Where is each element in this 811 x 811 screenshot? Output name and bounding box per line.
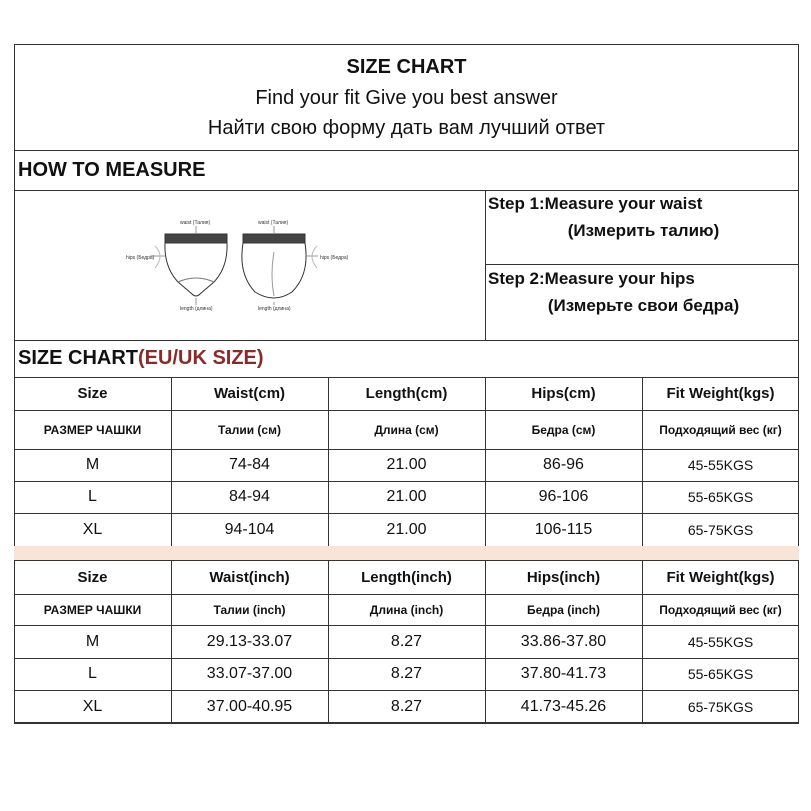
cm-header-ru-3: Бедра (см) xyxy=(531,422,596,437)
table-separator xyxy=(14,546,799,560)
cm-header-2: Length(cm) xyxy=(365,385,448,402)
diagram-label-length: length (длина) xyxy=(180,306,213,312)
cm-row-0-col-3: 86-96 xyxy=(543,456,584,473)
inch-row-1-col-0: L xyxy=(88,665,97,682)
cm-row-1-col-3: 96-106 xyxy=(538,488,589,505)
inch-header-2: Length(inch) xyxy=(361,568,452,586)
cm-header-ru-1: Талии (см) xyxy=(218,422,281,437)
cm-row-1-col-4: 55-65KGS xyxy=(687,489,754,505)
cm-row-0-col-2: 21.00 xyxy=(386,456,427,473)
cm-row-1-col-2: 21.00 xyxy=(386,488,427,505)
subtitle-ru: Найти свою форму дать вам лучший ответ xyxy=(207,117,606,139)
cm-header-0: Size xyxy=(77,385,108,402)
cm-row-0-col-0: M xyxy=(85,456,100,473)
size-chart-heading-text: SIZE CHART xyxy=(18,347,138,369)
cm-row-2-col-0: XL xyxy=(82,520,103,538)
cm-row-2-col-3: 106-115 xyxy=(534,520,593,538)
diagram-label-hips-back: hips (Бедра) xyxy=(320,255,349,261)
inch-header-1: Waist(inch) xyxy=(209,568,290,586)
size-chart-heading xyxy=(18,347,264,370)
subtitle-en: Find your fit Give you best answer xyxy=(255,87,558,109)
inch-row-1-col-3: 37.80-41.73 xyxy=(520,665,607,682)
cm-row-2-col-4: 65-75KGS xyxy=(687,521,754,538)
cm-row-0-col-1: 74-84 xyxy=(229,456,270,473)
inch-header-0: Size xyxy=(77,568,108,586)
diagram-label-hips: hips (Бедра) xyxy=(126,255,155,261)
cm-row-0-col-4: 45-55KGS xyxy=(687,457,754,473)
divider xyxy=(485,264,799,265)
page-title: SIZE CHART xyxy=(346,56,467,78)
step1-text-ru: (Измерить талию) xyxy=(567,221,720,240)
how-to-measure-heading: HOW TO MEASURE xyxy=(18,159,206,181)
step2-text-ru: (Измерьте свои бедра) xyxy=(547,296,740,315)
inch-row-2-col-3: 41.73-45.26 xyxy=(520,697,607,715)
diagram-label-length-back: length (длина) xyxy=(258,306,291,312)
inch-header-ru-2: Длина (inch) xyxy=(369,602,444,617)
inch-row-1-col-1: 33.07-37.00 xyxy=(206,665,293,682)
inch-header-4: Fit Weight(kgs) xyxy=(666,568,775,586)
measure-diagram xyxy=(120,212,360,312)
size-chart-heading-accent: (EU/UK SIZE) xyxy=(138,347,264,369)
cm-header-1: Waist(cm) xyxy=(213,385,286,402)
inch-row-1-col-4: 55-65KGS xyxy=(687,666,754,682)
inch-row-0-col-0: M xyxy=(85,632,100,650)
cm-header-ru-4: Подходящий вес (кг) xyxy=(659,422,782,437)
divider xyxy=(14,340,799,341)
inch-header-ru-3: Бедра (inch) xyxy=(527,602,600,617)
inch-row-2-col-0: XL xyxy=(82,697,103,715)
diagram-label-waist-back: waist (Талия) xyxy=(258,220,289,226)
inch-header-ru-4: Подходящий вес (кг) xyxy=(659,602,782,617)
cm-header-ru-2: Длина (см) xyxy=(374,422,439,437)
divider xyxy=(14,150,799,151)
step2-text: Step 2:Measure your hips xyxy=(488,269,695,288)
inch-row-2-col-2: 8.27 xyxy=(390,697,423,715)
inch-row-0-col-2: 8.27 xyxy=(390,632,423,650)
divider xyxy=(14,190,799,191)
cm-row-2-col-2: 21.00 xyxy=(386,520,427,538)
cm-header-4: Fit Weight(kgs) xyxy=(666,385,775,402)
step1-text: Step 1:Measure your waist xyxy=(488,194,703,213)
inch-row-0-col-4: 45-55KGS xyxy=(687,633,754,650)
table-rule xyxy=(14,723,799,724)
inch-header-3: Hips(inch) xyxy=(526,568,601,586)
inch-row-2-col-4: 65-75KGS xyxy=(687,698,754,715)
cm-row-1-col-1: 84-94 xyxy=(229,488,270,505)
inch-row-2-col-1: 37.00-40.95 xyxy=(206,697,293,715)
diagram-label-waist: waist (Талия) xyxy=(180,220,211,226)
inch-header-ru-0: РАЗМЕР ЧАШКИ xyxy=(43,602,142,617)
inch-row-1-col-2: 8.27 xyxy=(390,665,423,682)
cm-header-ru-0: РАЗМЕР ЧАШКИ xyxy=(43,422,142,437)
inch-header-ru-1: Талии (inch) xyxy=(213,602,286,617)
cm-header-3: Hips(cm) xyxy=(531,385,596,402)
cm-row-2-col-1: 94-104 xyxy=(224,520,275,538)
inch-row-0-col-1: 29.13-33.07 xyxy=(206,632,293,650)
cm-row-1-col-0: L xyxy=(88,488,97,505)
divider xyxy=(485,190,486,340)
inch-row-0-col-3: 33.86-37.80 xyxy=(520,632,607,650)
